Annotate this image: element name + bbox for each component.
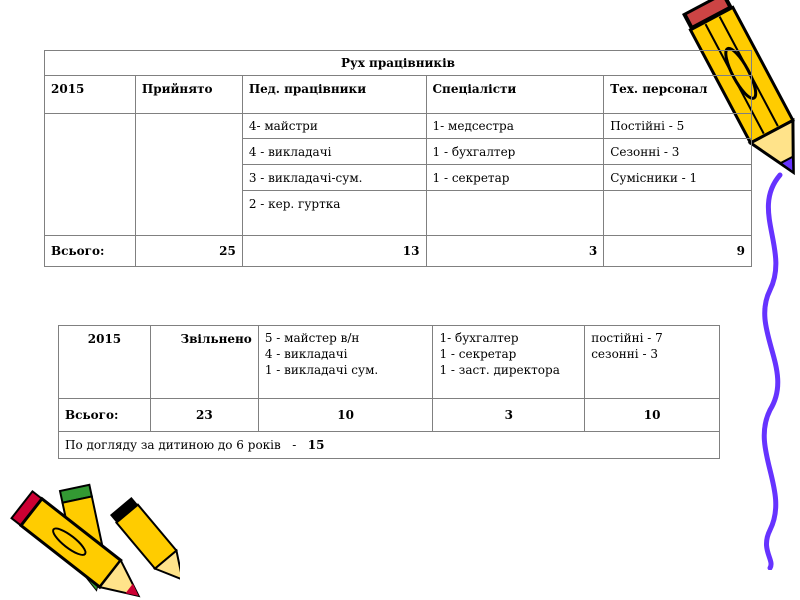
- dismissed-teaching-line: 4 - викладачі: [264, 347, 348, 361]
- technical-staff-row-empty: [604, 191, 752, 236]
- column-header-year: 2015: [45, 76, 136, 114]
- table-title: Рух працівників: [45, 51, 752, 76]
- teaching-staff-row: 4 - викладачі: [242, 139, 426, 165]
- column-header-hired: Прийнято: [135, 76, 242, 114]
- total-hired: 25: [135, 236, 242, 267]
- pencils-illustration-bottom-left: [0, 475, 180, 600]
- maternity-leave-note: [59, 432, 720, 459]
- teaching-staff-row: 2 - кер. гуртка: [242, 191, 426, 236]
- total-technical-staff: 9: [604, 236, 752, 267]
- technical-staff-row: Сезонні - 3: [604, 139, 752, 165]
- total-teaching-staff: 13: [242, 236, 426, 267]
- maternity-leave-separator: -: [292, 438, 297, 452]
- technical-staff-row: Сумісники - 1: [604, 165, 752, 191]
- dismissals-table: [58, 325, 720, 459]
- staff-movement-table: [44, 50, 752, 267]
- specialist-row: 1- медсестра: [426, 114, 604, 139]
- dismissed-technical-line: постійні - 7: [591, 331, 663, 345]
- total-specialists: 3: [426, 236, 604, 267]
- dismissed-technical-staff: [585, 326, 720, 399]
- specialist-row-empty: [426, 191, 604, 236]
- teaching-staff-row: 3 - викладачі-сум.: [242, 165, 426, 191]
- specialist-row: 1 - бухгалтер: [426, 139, 604, 165]
- maternity-leave-text: По догляду за дитиною до 6 років: [65, 438, 281, 452]
- hired-cell-empty: [135, 114, 242, 236]
- dismissed-technical-line: сезонні - 3: [591, 347, 658, 361]
- dismissed-specialist-line: 1 - заст. директора: [439, 363, 560, 377]
- dismissed-teaching-staff: [258, 326, 433, 399]
- total-technical-staff: 10: [585, 399, 720, 432]
- maternity-leave-count: 15: [307, 438, 325, 452]
- technical-staff-row: Постійні - 5: [604, 114, 752, 139]
- total-dismissed: 23: [150, 399, 258, 432]
- column-header-specialists: Спеціалісти: [426, 76, 604, 114]
- dismissed-specialists: [433, 326, 585, 399]
- dismissed-specialist-line: 1 - секретар: [439, 347, 517, 361]
- total-specialists: 3: [433, 399, 585, 432]
- dismissed-label: Звільнено: [150, 326, 258, 399]
- dismissed-teaching-line: 1 - викладачі сум.: [264, 363, 379, 377]
- column-header-technical-staff: Тех. персонал: [604, 76, 752, 114]
- total-label: Всього:: [45, 236, 136, 267]
- specialist-row: 1 - секретар: [426, 165, 604, 191]
- column-header-teaching-staff: Пед. працівники: [242, 76, 426, 114]
- dismissed-teaching-line: 5 - майстер в/н: [264, 331, 360, 345]
- total-label: Всього:: [59, 399, 151, 432]
- teaching-staff-row: 4- майстри: [242, 114, 426, 139]
- total-teaching-staff: 10: [258, 399, 433, 432]
- year-cell-empty: [45, 114, 136, 236]
- year-cell: 2015: [59, 326, 151, 399]
- dismissed-specialist-line: 1- бухгалтер: [439, 331, 519, 345]
